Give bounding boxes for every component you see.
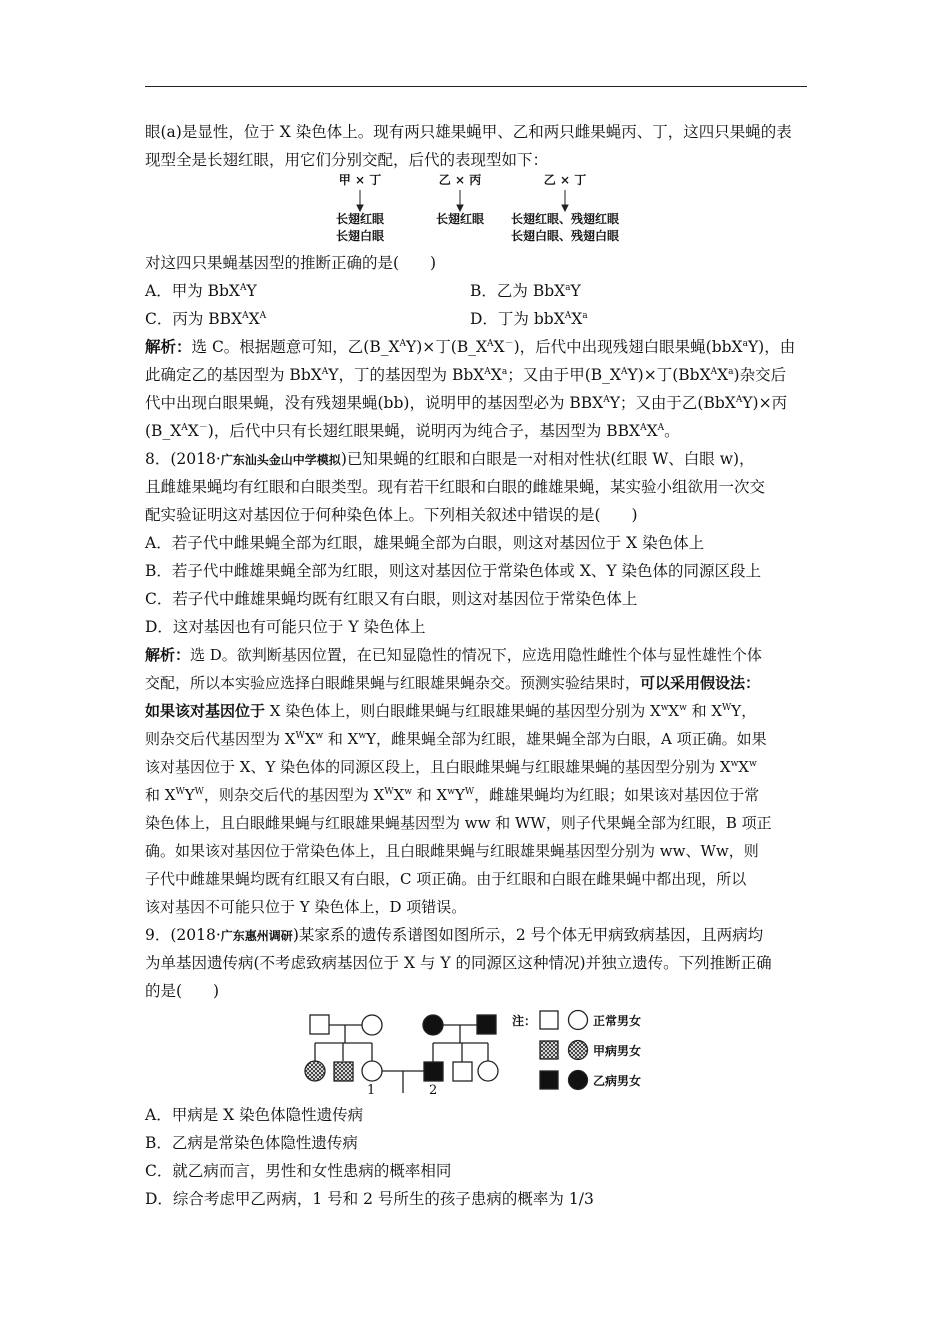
cross-arrows [0, 188, 950, 228]
pedigree-label-2: 2 [429, 1083, 438, 1098]
intro-line-2: 现型全是长翅红眼，用它们分别交配，后代的表现型如下： [145, 151, 549, 169]
pedigree-jia-female [305, 1061, 325, 1081]
q9-option-c: C．就乙病而言，男性和女性患病的概率相同 [145, 1162, 452, 1180]
cross-3-offspring-2: 长翅白眼、残翅白眼 [510, 229, 619, 243]
legend-jia-female-symbol [569, 1041, 588, 1060]
pedigree-normal-male-i1 [310, 1015, 329, 1034]
q8-option-a: A．若子代中雌果蝇全部为红眼，雄果蝇全部为白眼，则这对基因位于 X 染色体上 [145, 534, 705, 552]
q8-stem-3: 配实验证明这对基因位于何种染色体上。下列相关叙述中错误的是( ) [145, 506, 638, 524]
legend-normal-male-symbol [540, 1011, 558, 1029]
pedigree-normal-male [453, 1062, 472, 1081]
cross-3-parents: 乙 × 丁 [543, 173, 587, 187]
q7-option-b: B．乙为 BbX$^a$Y [470, 282, 581, 300]
q8-analysis-label: 解析： [145, 646, 191, 664]
q9-stem-3: 的是( ) [145, 982, 220, 1000]
cross-2-parents: 乙 × 丙 [438, 173, 482, 187]
q7-analysis-label: 解析： [145, 337, 192, 356]
q7-option-a: A．甲为 BbX$^A$Y [145, 282, 257, 300]
q8-option-d: D．这对基因也有可能只位于 Y 染色体上 [145, 618, 426, 636]
pedigree-normal-female-1 [362, 1061, 382, 1081]
q9-option-d: D．综合考虑甲乙两病，1 号和 2 号所生的孩子患病的概率为 1/3 [145, 1190, 594, 1208]
legend-normal-label: 正常男女 [593, 1014, 642, 1028]
q9-option-b: B．乙病是常染色体隐性遗传病 [145, 1134, 358, 1152]
cross-3-offspring-1: 长翅红眼、残翅红眼 [510, 212, 619, 226]
q9-stem-1: 9．(2018·广东惠州调研)某家系的遗传系谱图如图所示，2 号个体无甲病致病基因，且两病均 [145, 926, 764, 944]
q9-stem-2: 为单基因遗传病(不考虑致病基因位于 X 与 Y 的同源区这种情况)并独立遗传。下列推断正确 [145, 954, 772, 972]
pedigree-yi-male-2 [424, 1062, 443, 1081]
pedigree-normal-female-i2 [362, 1015, 382, 1035]
pedigree-yi-female-i3 [423, 1015, 443, 1035]
q8-option-c: C．若子代中雌雄果蝇均既有红眼又有白眼，则这对基因位于常染色体上 [145, 590, 638, 608]
q7-option-c: C．丙为 $BBX^AX^A$ [145, 310, 267, 328]
pedigree-jia-male [334, 1062, 353, 1081]
q9-option-a: A．甲病是 X 染色体隐性遗传病 [145, 1106, 364, 1124]
q8-source: 广东汕头金山中学模拟 [220, 453, 341, 467]
legend-yi-female-symbol [569, 1071, 588, 1090]
legend-jia-label: 甲病男女 [593, 1044, 642, 1058]
q7-option-d: D．丁为 $bbX^AX^a$ [470, 310, 588, 328]
intro-line-1: 眼(a)是显性，位于 X 染色体上。现有两只雄果蝇甲、乙和两只雌果蝇丙、丁，这四只果蝇的表 [145, 123, 792, 141]
q8-stem-2: 且雌雄果蝇均有红眼和白眼类型。现有若干红眼和白眼的雌雄果蝇，某实验小组欲用一次交 [145, 478, 766, 496]
q8-option-b: B．若子代中雌雄果蝇全部为红眼，则这对基因位于常染色体或 X、Y 染色体的同源区段上 [145, 562, 762, 580]
cross-1-parents: 甲 × 丁 [338, 173, 382, 187]
q7-stem: 对这四只果蝇基因型的推断正确的是( ) [145, 254, 437, 272]
pedigree-chart [0, 1005, 950, 1105]
legend-title: 注： [512, 1014, 537, 1028]
header-rule [145, 86, 807, 87]
pedigree-normal-female [478, 1061, 498, 1081]
cross-2-offspring-1: 长翅红眼 [435, 212, 484, 226]
cross-1-offspring-1: 长翅红眼 [335, 212, 384, 226]
q8-stem-1: 8．(2018·广东汕头金山中学模拟)已知果蝇的红眼和白眼是一对相对性状(红眼 W、白眼 w)， [145, 450, 755, 468]
pedigree-yi-male-i4 [477, 1015, 496, 1034]
legend-normal-female-symbol [569, 1011, 588, 1030]
legend-yi-label: 乙病男女 [593, 1074, 642, 1088]
q9-source: 广东惠州调研 [220, 929, 293, 943]
legend-jia-male-symbol [540, 1041, 558, 1059]
pedigree-label-1: 1 [367, 1083, 376, 1098]
legend-yi-male-symbol [540, 1071, 558, 1089]
cross-1-offspring-2: 长翅白眼 [335, 229, 384, 243]
